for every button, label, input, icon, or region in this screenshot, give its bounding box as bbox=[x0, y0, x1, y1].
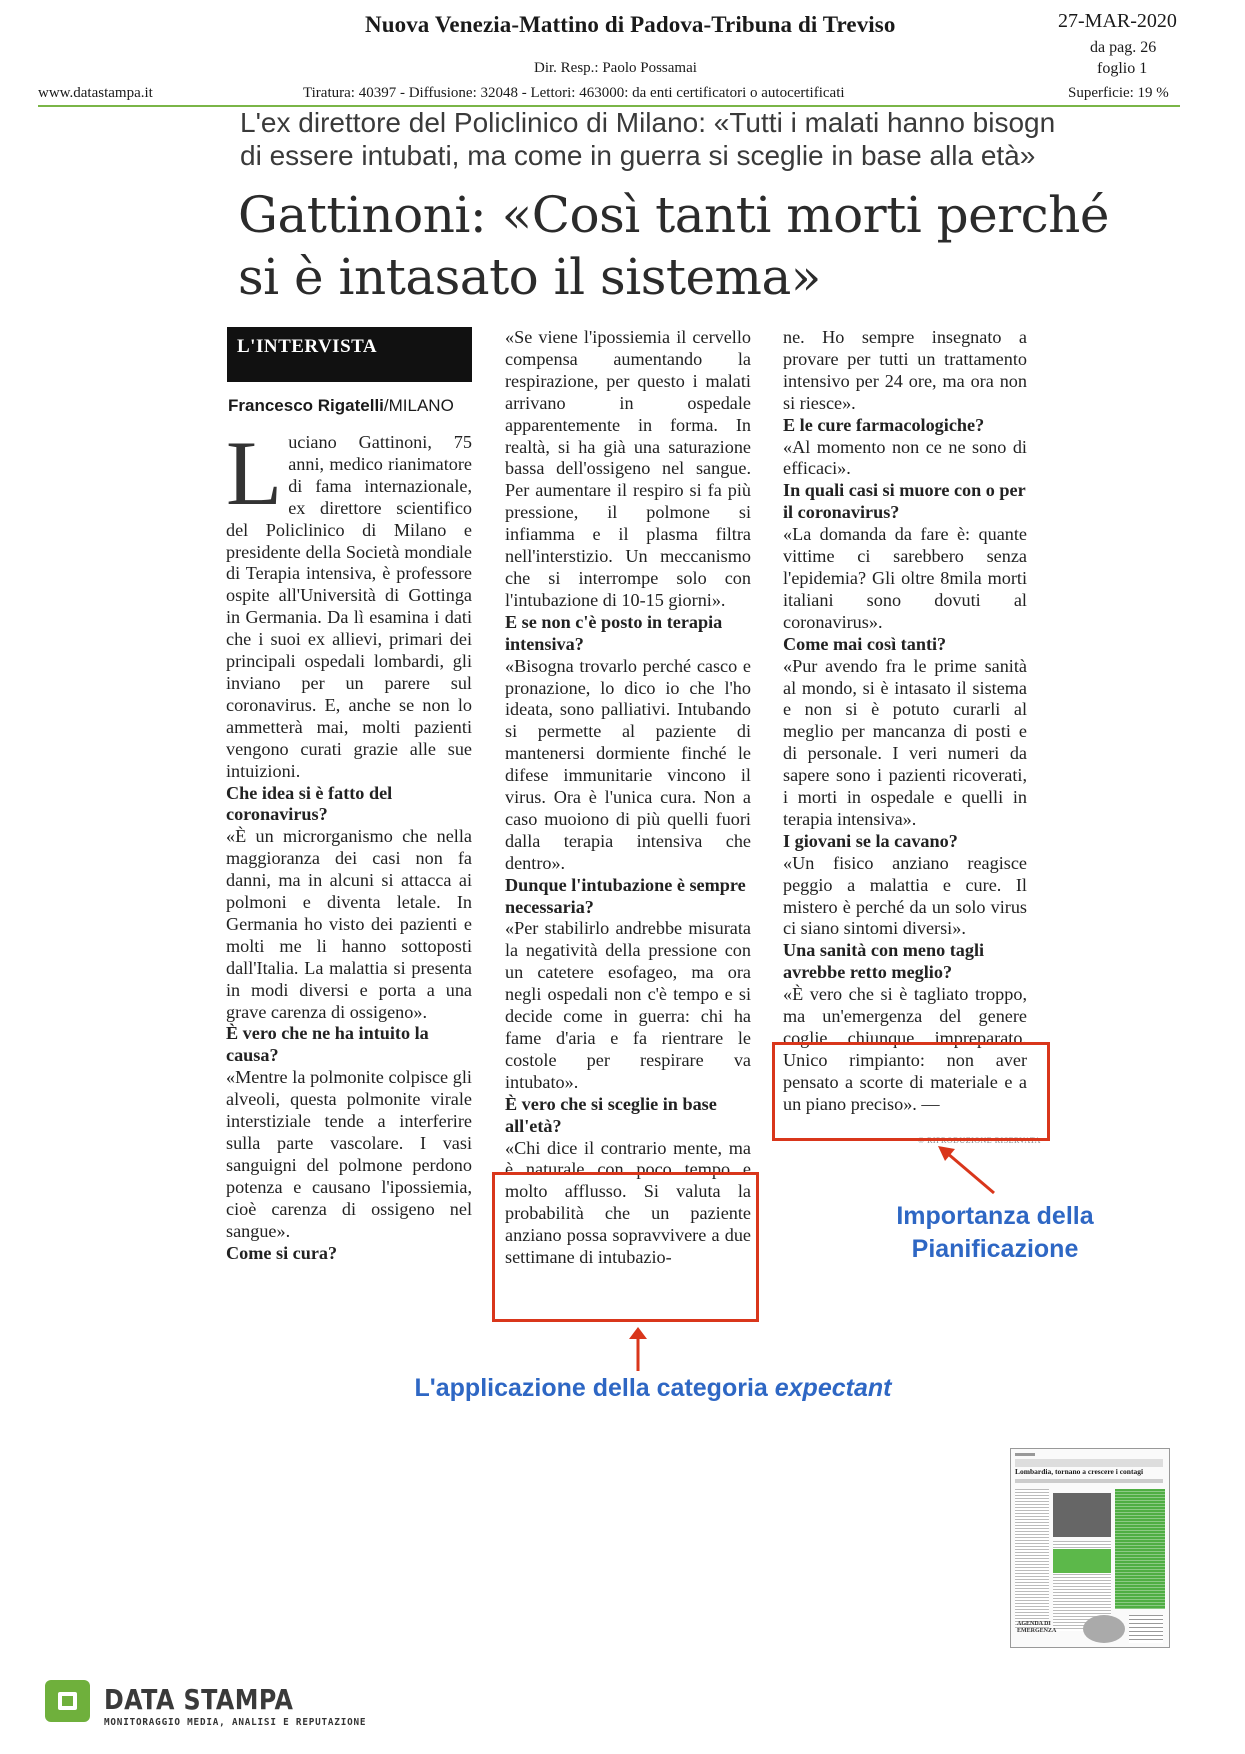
answer: «È vero che si è tagliato troppo, ma un'emergenza del genere coglie chiunque impreparato. Unico rimpianto: non aver pensato a scorte di materiale e a un piano preciso». — bbox=[783, 984, 1027, 1114]
answer: «Mentre la polmonite colpisce gli alveoli, questa polmonite virale interstiziale tende a interferire sulla parte vascolare. I vasi sanguigni del polmone perdono potenza e causano l'ipossiemia, cioè carenza di ossigeno nel sangue». bbox=[226, 1067, 472, 1241]
arrow-up-icon bbox=[628, 1327, 648, 1376]
highlight-box-expectant bbox=[492, 1172, 759, 1322]
answer: «Per stabilirlo andrebbe misurata la negatività della pressione con un catetere esofageo, ma ora negli ospedali non c'è tempo e si decide come in guerra: chi ha fame d'aria e fa rientrare le costole per respirare va intubato». bbox=[505, 918, 751, 1092]
copyright-note: © RIPRODUZIONE RISERVATA bbox=[918, 1136, 1041, 1145]
answer: ne. Ho sempre insegnato a provare per tutti un trattamento intensivo per 24 ore, ma ora non si riesce». bbox=[783, 327, 1027, 413]
section-kicker bbox=[227, 327, 472, 382]
thumbnail-section: AGENDA DI EMERGENZA bbox=[1017, 1621, 1057, 1634]
byline-author: Francesco Rigatelli bbox=[228, 396, 384, 415]
answer: «Pur avendo fra le prime sanità al mondo, si è intasato il sistema e non si è potuto curarli al meglio per mancanza di posti e di personale. I veri numeri da sapere sono i pazienti ricoverati, i morti in ospedale e quelli in terapia intensiva». bbox=[783, 655, 1027, 829]
question: È vero che si sceglie in base all'età? bbox=[505, 1093, 717, 1136]
surface-percentage: Superficie: 19 % bbox=[1068, 85, 1169, 101]
article-title: Gattinoni: «Così tanti morti perché si è intasato il sistema» bbox=[238, 186, 1109, 306]
question: Come si cura? bbox=[226, 1242, 338, 1263]
question: Che idea si è fatto del coronavirus? bbox=[226, 782, 393, 825]
answer: «Un fisico anziano reagisce peggio a malattia e cure. Il mistero è perché da un solo virus ci siano sintomi diversi». bbox=[783, 852, 1027, 939]
data-stampa-logo-icon bbox=[45, 1680, 90, 1722]
question: E se non c'è posto in terapia intensiva? bbox=[505, 611, 723, 654]
logo-name: DATA STAMPA bbox=[104, 1683, 294, 1716]
annotation-planning: Importanza della Pianificazione bbox=[896, 1202, 1094, 1263]
article-column-1 bbox=[226, 422, 472, 1264]
website-link[interactable]: www.datastampa.it bbox=[38, 85, 153, 101]
kicker-label: L'INTERVISTA bbox=[237, 336, 378, 357]
answer: «Bisogna trovarlo perché casco e pronazione, lo dico io che l'ho ideata, sono palliativi. Intubando si permette al paziente di mantenersi dormiente finché le difese immunitarie vincono il virus. Ora è l'unica cura. Non a caso muoiono di più quelli fuori dalla terapia intensiva che dentro». bbox=[505, 655, 751, 873]
question: I giovani se la cavano? bbox=[783, 830, 958, 851]
article-column-2 bbox=[505, 327, 751, 1269]
intro-paragraph: Luciano Gattinoni, 75 anni, medico rianimatore di fama internazionale, ex direttore scientifico del Policlinico di Milano e presidente della Società mondiale di Terapia intensiva, è professore ospite all'Università di Gottinga in Germania. Da lì esamina i dati che i suoi ex allievi, primari dei principali ospedali lombardi, gli inviano per un parere sul coronavirus. E, anche se non lo ammetterà mai, molti pazienti vengono curati grazie alle sue intuizioni. bbox=[226, 422, 472, 781]
question: Una sanità con meno tagli avrebbe retto meglio? bbox=[783, 940, 985, 983]
publication-date: 27-MAR-2020 bbox=[1058, 10, 1177, 32]
director-line: Dir. Resp.: Paolo Possamai bbox=[534, 60, 697, 76]
arrow-up-left-icon bbox=[938, 1146, 998, 1201]
byline bbox=[228, 396, 454, 416]
byline-place: /MILANO bbox=[383, 396, 454, 415]
highlight-box-planning bbox=[772, 1042, 1050, 1141]
sheet-number: foglio 1 bbox=[1097, 60, 1148, 77]
answer: «Se viene l'ipossiemia il cervello compensa aumentando la respirazione, per questo i malati arrivano in ospedale apparentemente in forma. In realtà, si ha già una saturazione bassa dell'ossigeno nel sangue. Per aumentare il respiro si fa più pressione, il polmone si infiamma e il plasma filtra nell'interstizio. Un meccanismo che si interrompe solo con l'intubazione di 10-15 giorni». bbox=[505, 327, 751, 610]
question: E le cure farmacologiche? bbox=[783, 414, 985, 435]
question: Come mai così tanti? bbox=[783, 633, 947, 654]
question: In quali casi si muore con o per il coronavirus? bbox=[783, 480, 1026, 523]
answer: «La domanda da fare è: quante vittime ci sarebbero senza l'epidemia? Gli oltre 8mila morti italiani sono dovuti al coronavirus». bbox=[783, 524, 1027, 632]
circulation-line: Tiratura: 40397 - Diffusione: 32048 - Lettori: 463000: da enti certificatori o autocertificati bbox=[303, 85, 845, 101]
page-reference: da pag. 26 bbox=[1090, 39, 1157, 56]
question: Dunque l'intubazione è sempre necessaria? bbox=[505, 874, 746, 917]
question: È vero che ne ha intuito la causa? bbox=[226, 1023, 429, 1066]
answer: «È un microrganismo che nella maggioranza dei casi non fa danni, ma in alcuni si attacca ai polmoni e diventa letale. In Germania ho visto dei pazienti e molti me li hanno sottoposti dall'Italia. La malattia si presenta in modi diversi e porta a una grave carenza di ossigeno». bbox=[226, 826, 472, 1022]
answer: «Chi dice il contrario mente, ma è naturale con poco tempo e molto afflusso. Si valuta la probabilità che un paziente anziano possa sopravvivere a due settimane di intubazio- bbox=[505, 1137, 751, 1268]
annotation-expectant: L'applicazione della categoria expectant bbox=[414, 1374, 892, 1402]
article-subtitle: L'ex direttore del Policlinico di Milano: «Tutti i malati hanno bisogn di essere intubati, ma come in guerra si sceglie in base alla età» bbox=[240, 107, 1056, 171]
thumbnail-headline: Lombardia, tornano a crescere i contagi bbox=[1015, 1467, 1144, 1476]
article-column-3 bbox=[783, 327, 1027, 1116]
publication-title: Nuova Venezia-Mattino di Padova-Tribuna di Treviso bbox=[365, 12, 896, 37]
dropcap: L bbox=[226, 422, 283, 524]
answer: «Al momento non ce ne sono di efficaci». bbox=[783, 436, 1027, 479]
logo-tagline: MONITORAGGIO MEDIA, ANALISI E REPUTAZIONE bbox=[104, 1717, 367, 1728]
page-thumbnail[interactable] bbox=[1010, 1448, 1170, 1648]
